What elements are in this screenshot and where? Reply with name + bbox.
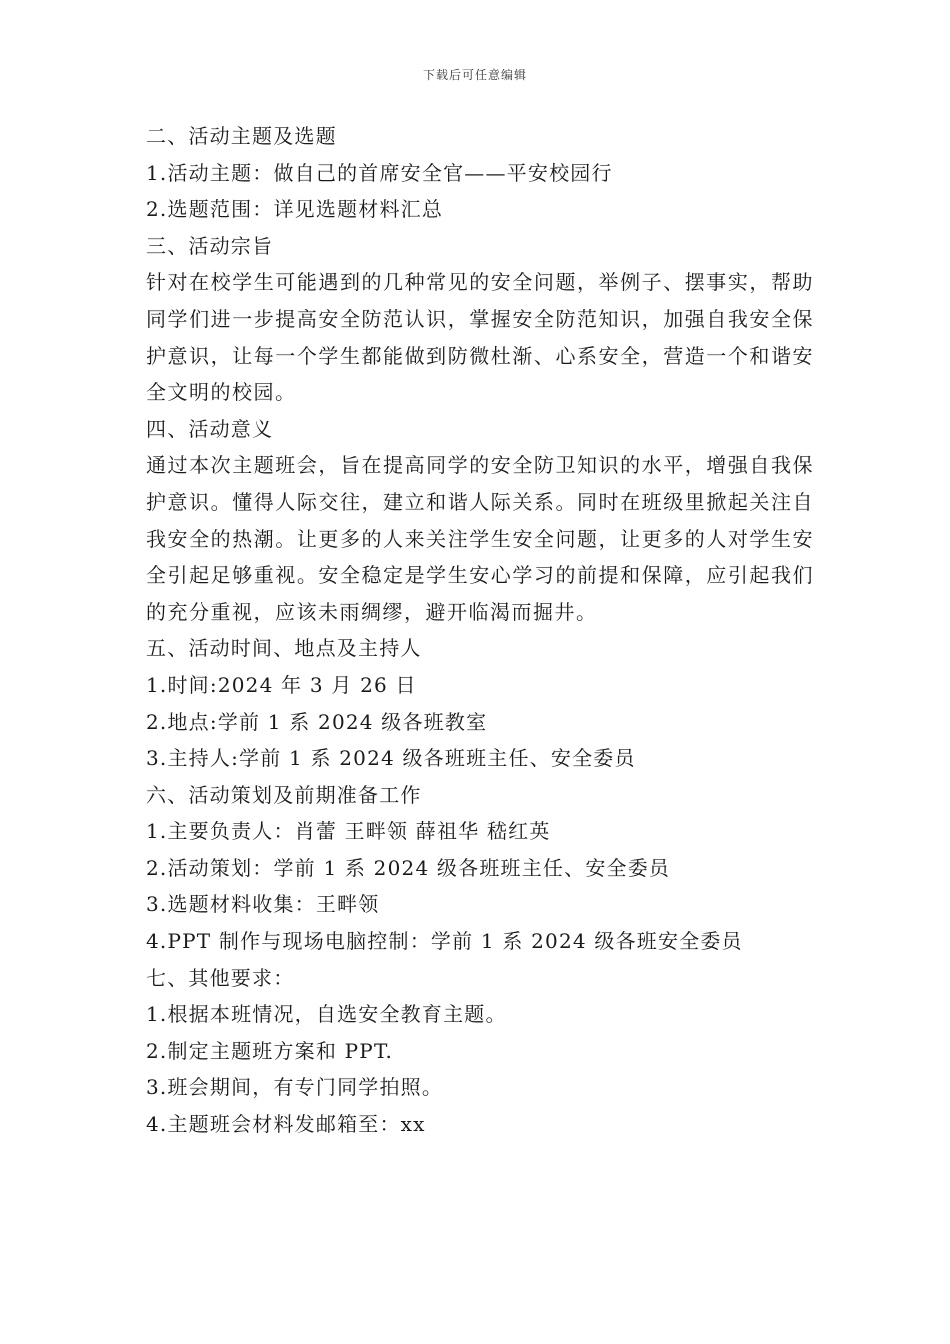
section-heading-significance: 四、活动意义: [146, 416, 274, 441]
requirement-item: 1.根据本班情况，自选安全教育主题。: [146, 1002, 507, 1027]
purpose-paragraph: 针对在校学生可能遇到的几种常见的安全问题，举例子、摆事实，帮助同学们进一步提高安全防范认识，掌握安全防范知识，加强自我安全保护意识，让每一个学生都能做到防微杜渐、心系安全，营造一个和谐安全文明的校园。: [146, 270, 814, 405]
section-heading-theme: 二、活动主题及选题: [146, 124, 337, 148]
section-heading-time-place: 五、活动时间、地点及主持人: [146, 636, 422, 661]
requirement-item: 4.主题班会材料发邮箱至：xx: [146, 1112, 426, 1137]
host-item: 3.主持人:学前 1 系 2024 级各班班主任、安全委员: [146, 746, 636, 771]
planning-item: 2.活动策划：学前 1 系 2024 级各班班主任、安全委员: [146, 855, 671, 880]
ppt-item: 4.PPT 制作与现场电脑控制：学前 1 系 2024 级各班安全委员: [146, 929, 743, 954]
theme-item: 1.活动主题：做自己的首席安全官——平安校园行: [146, 160, 613, 185]
section-heading-other-requirements: 七、其他要求：: [146, 965, 295, 990]
page-header: 下载后可任意编辑: [422, 68, 527, 82]
requirement-item: 2.制定主题班方案和 PPT.: [146, 1038, 394, 1063]
requirement-item: 3.班会期间，有专门同学拍照。: [146, 1075, 444, 1100]
material-collection-item: 3.选题材料收集：王畔领: [146, 892, 380, 917]
time-item: 1.时间:2024 年 3 月 26 日: [146, 672, 417, 697]
responsible-item: 1.主要负责人：肖蕾 王畔领 薛祖华 嵇红英: [146, 819, 551, 844]
topic-scope-item: 2.选题范围：详见选题材料汇总: [146, 197, 444, 222]
document-body: [146, 118, 814, 1143]
section-heading-purpose: 三、活动宗旨: [146, 233, 274, 258]
section-heading-planning: 六、活动策划及前期准备工作: [146, 782, 422, 807]
place-item: 2.地点:学前 1 系 2024 级各班教室: [146, 709, 488, 734]
significance-paragraph: 通过本次主题班会，旨在提高同学的安全防卫知识的水平，增强自我保护意识。懂得人际交往，建立和谐人际关系。同时在班级里掀起关注自我安全的热潮。让更多的人来关注学生安全问题，让更多的人对学生安全引起足够重视。安全稳定是学生安心学习的前提和保障，应引起我们的充分重视，应该未雨绸缪，避开临渴而掘井。: [146, 453, 814, 624]
